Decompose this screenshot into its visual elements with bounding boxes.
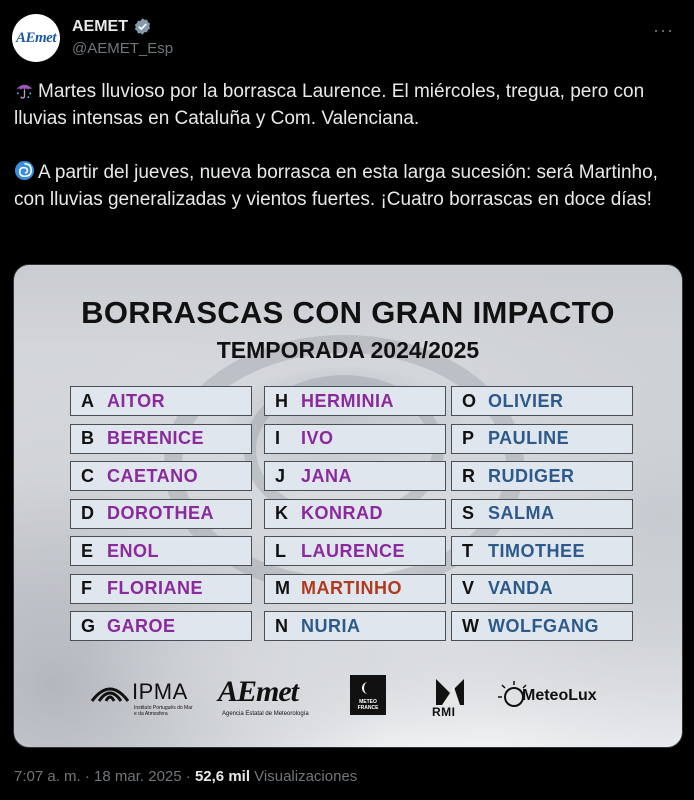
tweet-time[interactable]: 7:07 a. m. bbox=[14, 768, 81, 785]
meteolux-logo bbox=[494, 675, 604, 725]
storm-name-box bbox=[264, 386, 446, 416]
storm-letter: F bbox=[81, 578, 92, 598]
storm-name-box bbox=[451, 461, 633, 491]
storm-letter: O bbox=[462, 390, 477, 411]
storm-name-box bbox=[70, 424, 252, 454]
storm-letter: W bbox=[462, 615, 479, 636]
storm-letter: M bbox=[275, 578, 290, 598]
storm-name: PAULINE bbox=[488, 428, 570, 448]
storm-name-box bbox=[70, 536, 252, 566]
storm-letter: A bbox=[81, 390, 94, 411]
name-line bbox=[72, 17, 152, 36]
verified-badge-icon[interactable] bbox=[133, 17, 152, 36]
storm-name-box bbox=[264, 424, 446, 454]
storm-letter: R bbox=[462, 465, 475, 486]
storm-name: HERMINIA bbox=[301, 390, 394, 411]
storm-name-box bbox=[264, 536, 446, 566]
aemet-logo bbox=[218, 675, 328, 725]
rmi-emblem-icon bbox=[434, 677, 468, 705]
storm-name-box bbox=[264, 574, 446, 604]
views-label: Visualizaciones bbox=[254, 768, 358, 785]
rmi-wordmark: RMI bbox=[432, 705, 456, 719]
storm-name: SALMA bbox=[488, 503, 555, 523]
storm-name: KONRAD bbox=[301, 503, 383, 523]
aemet-subtitle: Agencia Estatal de Meteorología bbox=[222, 711, 309, 717]
storm-letter: D bbox=[81, 503, 94, 523]
storm-letter: E bbox=[81, 540, 94, 561]
ipma-subtitle: Instituto Português do Mar e da Atmosfera bbox=[134, 705, 193, 717]
meteofrance-box: METEO FRANCE bbox=[350, 675, 386, 715]
storm-name: LAURENCE bbox=[301, 540, 406, 561]
storm-name-box bbox=[264, 499, 446, 529]
tweet-image[interactable] bbox=[13, 264, 683, 748]
tweet-text bbox=[14, 78, 680, 240]
storm-name-box bbox=[451, 611, 633, 641]
storm-letter: N bbox=[275, 615, 288, 636]
storm-letter: G bbox=[81, 615, 96, 636]
tweet-date[interactable]: 18 mar. 2025 bbox=[94, 768, 182, 785]
storm-name: GAROE bbox=[107, 615, 176, 636]
tweet-paragraph-1-text: Martes lluvioso por la borrasca Laurence. El miércoles, tregua, pero con lluvias intensas en Cataluña y Com. Valenciana. bbox=[14, 81, 645, 129]
aemet-wordmark: AEmet bbox=[218, 675, 299, 708]
avatar[interactable] bbox=[12, 14, 60, 62]
meteofrance-emblem-icon bbox=[362, 681, 374, 695]
umbrella-rain-icon bbox=[14, 79, 35, 100]
handle[interactable]: @AEMET_Esp bbox=[72, 40, 174, 57]
storm-letter: P bbox=[462, 428, 475, 448]
storm-name: OLIVIER bbox=[488, 390, 564, 411]
storm-letter: V bbox=[462, 578, 475, 598]
storm-name: NURIA bbox=[301, 615, 361, 636]
meteofrance-logo bbox=[350, 675, 390, 725]
storm-name-box bbox=[264, 461, 446, 491]
meta-separator: · bbox=[80, 768, 95, 785]
storm-letter: H bbox=[275, 390, 288, 411]
storm-letter: L bbox=[275, 540, 286, 561]
storm-letter: S bbox=[462, 503, 475, 523]
storm-name: IVO bbox=[301, 428, 334, 448]
ipma-wordmark: IPMA bbox=[132, 679, 188, 704]
storm-letter: I bbox=[275, 428, 281, 448]
logos-row bbox=[14, 675, 682, 725]
storm-letter: B bbox=[81, 428, 94, 448]
storm-letter: J bbox=[275, 465, 286, 486]
storm-name: WOLFGANG bbox=[488, 615, 599, 636]
storm-name: JANA bbox=[301, 465, 353, 486]
tweet-meta bbox=[14, 768, 357, 785]
storm-name-box bbox=[70, 386, 252, 416]
ipma-waves-icon bbox=[90, 681, 130, 703]
storm-name: RUDIGER bbox=[488, 465, 575, 486]
display-name[interactable]: AEMET bbox=[72, 17, 128, 35]
storm-name: VANDA bbox=[488, 578, 554, 598]
storm-name-box bbox=[451, 536, 633, 566]
storm-name-box bbox=[70, 574, 252, 604]
storm-name-box bbox=[70, 499, 252, 529]
ipma-logo bbox=[90, 675, 200, 725]
storm-letter: C bbox=[81, 465, 94, 486]
storm-name-box bbox=[70, 461, 252, 491]
storm-name-box bbox=[70, 611, 252, 641]
storm-name-box bbox=[451, 424, 633, 454]
storm-name-box bbox=[451, 499, 633, 529]
storm-name: DOROTHEA bbox=[107, 503, 214, 523]
image-title: BORRASCAS CON GRAN IMPACTO bbox=[81, 295, 615, 330]
rmi-logo bbox=[432, 675, 492, 725]
more-options-icon[interactable]: ··· bbox=[653, 20, 674, 40]
tweet-paragraph-1 bbox=[14, 78, 680, 132]
storm-name-box bbox=[451, 386, 633, 416]
storm-letter: K bbox=[275, 503, 288, 523]
views-count: 52,6 mil bbox=[194, 768, 250, 785]
avatar-logo: AEmet bbox=[15, 29, 56, 46]
storm-name: AITOR bbox=[107, 390, 166, 411]
storm-name: CAETANO bbox=[107, 465, 199, 486]
meteolux-wordmark: MeteoLux bbox=[522, 687, 597, 704]
storm-name: ENOL bbox=[107, 540, 160, 561]
tweet-header bbox=[12, 12, 682, 68]
image-subtitle: TEMPORADA 2024/2025 bbox=[216, 337, 480, 363]
tweet-paragraph-2 bbox=[14, 159, 680, 213]
storm-name: TIMOTHEE bbox=[488, 540, 585, 561]
tweet-paragraph-2-text: A partir del jueves, nueva borrasca en esta larga sucesión: será Martinho, con lluvias generalizadas y vientos fuertes. ¡Cuatro borrascas en doce días! bbox=[14, 162, 658, 210]
storm-name-box bbox=[451, 574, 633, 604]
storm-name: MARTINHO bbox=[301, 578, 402, 598]
storm-letter: T bbox=[462, 540, 473, 561]
storm-name-box bbox=[264, 611, 446, 641]
storm-name: BERENICE bbox=[107, 428, 205, 448]
cyclone-icon bbox=[14, 160, 35, 181]
storm-name: FLORIANE bbox=[107, 578, 203, 598]
meta-separator-2: · bbox=[181, 768, 195, 785]
